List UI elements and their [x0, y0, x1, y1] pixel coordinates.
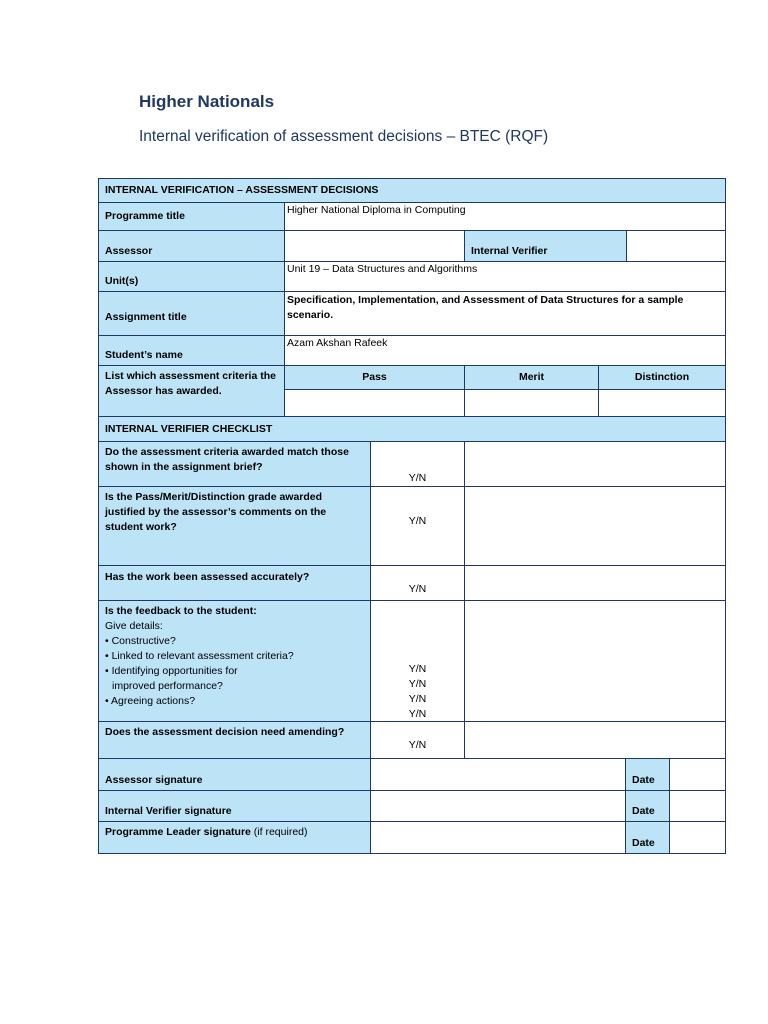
checklist-q4-comment[interactable]	[464, 600, 726, 722]
checklist-q4-give-details: Give details:	[105, 620, 163, 632]
criteria-header-distinction: Distinction	[598, 365, 726, 390]
checklist-q5-yn[interactable]: Y/N	[370, 721, 465, 759]
verification-form	[98, 178, 726, 854]
checklist-q3-comment[interactable]	[464, 565, 726, 601]
assessor-signature-field[interactable]	[370, 758, 626, 791]
assessor-date-label: Date	[625, 758, 670, 791]
checklist-q5-label: Does the assessment decision need amending?	[98, 721, 371, 759]
iv-date-field[interactable]	[669, 790, 726, 822]
assessor-date-field[interactable]	[669, 758, 726, 791]
iv-signature-field[interactable]	[370, 790, 626, 822]
checklist-q4-item-constructive: • Constructive?	[105, 635, 176, 647]
units-label: Unit(s)	[98, 261, 285, 292]
pl-signature-text: Programme Leader signature	[105, 826, 251, 838]
checklist-q1-label: Do the assessment criteria awarded match those shown in the assignment brief?	[98, 441, 371, 487]
student-name-field[interactable]: Azam Akshan Rafeek	[284, 335, 726, 366]
criteria-pass-field[interactable]	[284, 389, 465, 417]
assignment-title-field[interactable]: Specification, Implementation, and Assessment of Data Structures for a sample scenario.	[284, 291, 726, 336]
assessor-label: Assessor	[98, 230, 285, 262]
assessor-signature-label: Assessor signature	[98, 758, 371, 791]
programme-title-label: Programme title	[98, 202, 285, 231]
checklist-q4-item-agreeing: • Agreeing actions?	[105, 695, 196, 707]
checklist-q4-yn[interactable]	[370, 600, 465, 722]
pl-signature-suffix: (if required)	[250, 826, 308, 838]
student-name-label: Student’s name	[98, 335, 285, 366]
criteria-label: List which assessment criteria the Assessor has awarded.	[98, 365, 285, 417]
internal-verifier-field[interactable]	[626, 230, 726, 262]
pl-signature-label	[98, 821, 371, 854]
criteria-header-pass: Pass	[284, 365, 465, 390]
checklist-q3-yn[interactable]: Y/N	[370, 565, 465, 601]
section-header-decisions: INTERNAL VERIFICATION – ASSESSMENT DECISIONS	[98, 178, 726, 203]
checklist-q2-comment[interactable]	[464, 486, 726, 566]
checklist-q4-item-linked: • Linked to relevant assessment criteria?	[105, 650, 294, 662]
assessor-field[interactable]	[284, 230, 465, 262]
pl-date-label: Date	[625, 821, 670, 854]
criteria-merit-field[interactable]	[464, 389, 599, 417]
programme-title-field[interactable]: Higher National Diploma in Computing	[284, 202, 726, 231]
page-title: Higher Nationals	[139, 92, 275, 111]
checklist-q4-title: Is the feedback to the student:	[105, 605, 257, 617]
assignment-title-label: Assignment title	[98, 291, 285, 336]
checklist-q1-yn[interactable]: Y/N	[370, 441, 465, 487]
pl-date-field[interactable]	[669, 821, 726, 854]
checklist-q4-yn-2: Y/N	[408, 678, 427, 690]
checklist-q4-item-improved: improved performance?	[112, 680, 223, 692]
pl-signature-field[interactable]	[370, 821, 626, 854]
checklist-q2-label: Is the Pass/Merit/Distinction grade awarded justified by the assessor’s comments on the student work?	[98, 486, 371, 566]
checklist-q4-yn-4: Y/N	[408, 708, 427, 720]
checklist-q4-label	[98, 600, 371, 722]
criteria-distinction-field[interactable]	[598, 389, 726, 417]
iv-date-label: Date	[625, 790, 670, 822]
checklist-q1-comment[interactable]	[464, 441, 726, 487]
section-header-checklist: INTERNAL VERIFIER CHECKLIST	[98, 416, 726, 442]
checklist-q2-yn[interactable]: Y/N	[370, 486, 465, 566]
iv-signature-label: Internal Verifier signature	[98, 790, 371, 822]
checklist-q4-yn-1: Y/N	[408, 663, 427, 675]
units-field[interactable]: Unit 19 – Data Structures and Algorithms	[284, 261, 726, 292]
criteria-header-merit: Merit	[464, 365, 599, 390]
checklist-q4-yn-3: Y/N	[408, 693, 427, 705]
checklist-q4-item-identifying: • Identifying opportunities for	[105, 665, 238, 677]
internal-verifier-label: Internal Verifier	[464, 230, 627, 262]
page-subtitle: Internal verification of assessment decisions – BTEC (RQF)	[139, 128, 549, 145]
checklist-q5-comment[interactable]	[464, 721, 726, 759]
checklist-q3-label: Has the work been assessed accurately?	[98, 565, 371, 601]
